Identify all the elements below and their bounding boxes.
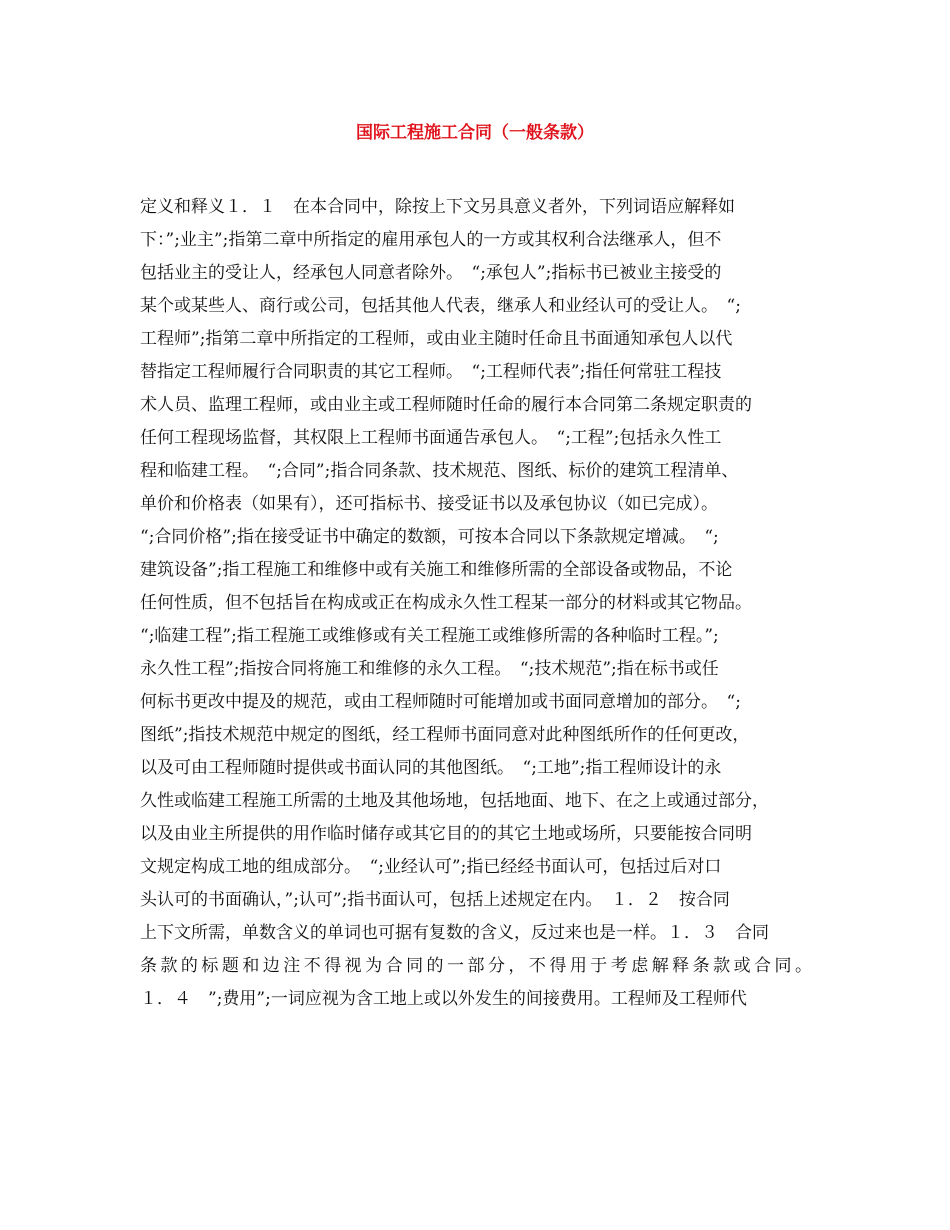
body-line-12: 建筑设备”;指工程施工和维修中或有关施工和维修所需的全部设备或物品，不论 (140, 560, 733, 580)
body-line-21: 文规定构成工地的组成部分。 “;业经认可”;指已经经书面认可，包括过后对口 (140, 857, 722, 877)
body-line-3: 包括业主的受让人，经承包人同意者除外。 “;承包人”;指标书已被业主接受的 (140, 263, 722, 283)
body-line-10: 单价和价格表（如果有），还可指标书、接受证书以及承包协议（如已完成）。 (140, 494, 718, 514)
body-line-4: 某个或某些人、商行或公司，包括其他人代表，继承人和业经认可的受让人。 “; (140, 296, 741, 316)
body-line-23: 上下文所需，单数含义的单词也可据有复数的含义，反过来也是一样。１．３ 合同 (140, 923, 769, 943)
body-line-9: 程和临建工程。 “;合同”;指合同条款、技术规范、图纸、标价的建筑工程清单、 (140, 461, 739, 481)
body-line-8: 任何工程现场监督，其权限上工程师书面通告承包人。 “;工程”;包括永久性工 (140, 428, 722, 448)
body-line-14: “;临建工程”;指工程施工或维修或有关工程施工或维修所需的各种临时工程。”; (140, 626, 719, 646)
body-line-7: 术人员、监理工程师，或由业主或工程师随时任命的履行本合同第二条规定职责的 (140, 395, 752, 415)
body-line-20: 以及由业主所提供的用作临时储存或其它目的的其它土地或场所，只要能按合同明 (140, 824, 752, 844)
body-line-24: 条款的标题和边注不得视为合同的一部分，不得用于考虑解释条款或合同。 (140, 956, 812, 976)
document-title: 国际工程施工合同（一般条款） (356, 123, 594, 143)
body-line-19: 久性或临建工程施工所需的土地及其他场地，包括地面、地下、在之上或通过部分， (140, 791, 769, 811)
body-line-25: １．４ ”;费用”;一词应视为含工地上或以外发生的间接费用。工程师及工程师代 (140, 989, 747, 1009)
body-line-11: “;合同价格”;指在接受证书中确定的数额，可按本合同以下条款规定增减。 “; (140, 527, 719, 547)
body-line-6: 替指定工程师履行合同职责的其它工程师。 “;工程师代表”;指任何常驻工程技 (140, 362, 722, 382)
body-line-18: 以及可由工程师随时提供或书面认同的其他图纸。 “;工地”;指工程师设计的永 (140, 758, 722, 778)
body-line-16: 何标书更改中提及的规范，或由工程师随时可能增加或书面同意增加的部分。 “; (140, 692, 741, 712)
body-line-2: 下：”;业主”;指第二章中所指定的雇用承包人的一方或其权利合法继承人，但不 (140, 230, 722, 250)
body-line-22: 头认可的书面确认，”;认可”;指书面认可，包括上述规定在内。 １．２ 按合同 (140, 890, 730, 910)
body-line-1: 定义和释义１．１ 在本合同中，除按上下文另具意义者外，下列词语应解释如 (140, 197, 735, 217)
body-line-13: 任何性质，但不包括旨在构成或正在构成永久性工程某一部分的材料或其它物品。 (140, 593, 752, 613)
body-line-15: 永久性工程”;指按合同将施工和维修的永久工程。 “;技术规范”;指在标书或任 (140, 659, 719, 679)
body-line-17: 图纸”;指技术规范中规定的图纸，经工程师书面同意对此种图纸所作的任何更改， (140, 725, 750, 745)
document-body (140, 191, 812, 1016)
body-line-5: 工程师”;指第二章中所指定的工程师，或由业主随时任命且书面通知承包人以代 (140, 329, 733, 349)
